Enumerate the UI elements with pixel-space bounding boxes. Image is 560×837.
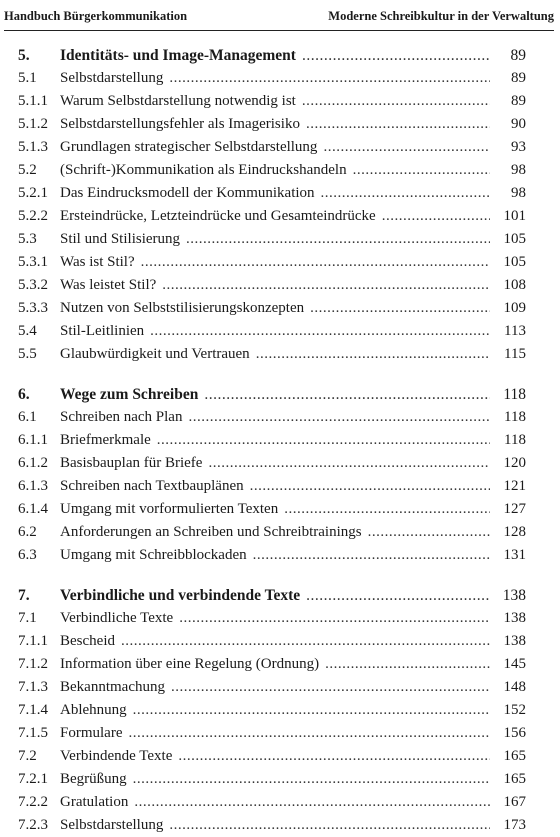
toc-entry[interactable] (18, 630, 526, 653)
dot-leader (128, 722, 490, 745)
dot-leader (325, 653, 490, 676)
toc-entry[interactable] (18, 320, 526, 343)
entry-page-number: 105 (503, 231, 526, 247)
entry-page-number: 89 (510, 47, 526, 64)
entry-title: Glaubwürdigkeit und Vertrauen (60, 346, 250, 362)
dot-leader (179, 607, 490, 630)
toc-entry[interactable] (18, 251, 526, 274)
dot-leader (150, 320, 490, 343)
entry-number: 5.1.1 (18, 93, 48, 109)
entry-number: 5.1.3 (18, 139, 48, 155)
dot-leader (253, 544, 490, 567)
entry-page-number: 156 (503, 725, 526, 741)
entry-title: Selbstdarstellungsfehler als Imagerisiko (60, 116, 300, 132)
dot-leader (321, 182, 490, 205)
toc-entry[interactable] (18, 182, 526, 205)
entry-page-number: 113 (504, 323, 526, 339)
entry-number: 7.1.4 (18, 702, 48, 718)
entry-number: 5.2 (18, 162, 37, 178)
header-left: Handbuch Bürgerkommunikation (4, 9, 188, 23)
dot-leader (188, 406, 490, 429)
dot-leader (382, 205, 490, 228)
entry-title: Umgang mit vorformulierten Texten (60, 501, 279, 517)
dot-leader (204, 383, 490, 406)
dot-leader (186, 228, 490, 251)
toc-entry[interactable] (18, 498, 526, 521)
toc-entry[interactable] (18, 274, 526, 297)
entry-page-number: 101 (503, 208, 526, 224)
entry-number: 6.1.3 (18, 478, 48, 494)
entry-title: (Schrift-)Kommunikation als Eindruckshandeln (60, 162, 347, 178)
entry-title: Information über eine Regelung (Ordnung) (60, 656, 320, 672)
dot-leader (178, 745, 490, 768)
toc-entry[interactable] (18, 297, 526, 320)
entry-number: 7.2.3 (18, 817, 48, 833)
dot-leader (208, 452, 490, 475)
entry-title: Bekanntmachung (60, 679, 165, 695)
toc-entry[interactable] (18, 521, 526, 544)
entry-number: 7.1.3 (18, 679, 48, 695)
entry-number: 7.1 (18, 610, 37, 626)
entry-number: 7.2 (18, 748, 37, 764)
entry-page-number: 148 (503, 679, 526, 695)
dot-leader (162, 274, 490, 297)
entry-number: 5. (18, 47, 30, 64)
entry-number: 5.3 (18, 231, 37, 247)
entry-title: Schreiben nach Textbauplänen (60, 478, 244, 494)
entry-title: Das Eindrucksmodell der Kommunikation (60, 185, 315, 201)
entry-number: 6.1 (18, 409, 37, 425)
toc-entry[interactable] (18, 699, 526, 722)
entry-number: 5.3.2 (18, 277, 48, 293)
entry-number: 7.1.2 (18, 656, 48, 672)
dot-leader (171, 676, 490, 699)
toc-entry[interactable] (18, 90, 526, 113)
dot-leader (157, 429, 490, 452)
entry-number: 5.2.2 (18, 208, 48, 224)
toc-chapter-entry[interactable] (18, 383, 526, 406)
entry-page-number: 165 (503, 771, 526, 787)
entry-page-number: 105 (503, 254, 526, 270)
entry-number: 5.3.1 (18, 254, 48, 270)
toc-chapter-entry[interactable] (18, 44, 526, 67)
entry-number: 5.3.3 (18, 300, 48, 316)
dot-leader (353, 159, 490, 182)
entry-title: Umgang mit Schreibblockaden (60, 547, 247, 563)
entry-title: Ersteindrücke, Letzteindrücke und Gesamteindrücke (60, 208, 376, 224)
dot-leader (141, 251, 490, 274)
dot-leader (310, 297, 490, 320)
entry-number: 7. (18, 587, 30, 604)
entry-title: Verbindende Texte (60, 748, 173, 764)
entry-page-number: 128 (503, 524, 526, 540)
entry-page-number: 108 (503, 277, 526, 293)
entry-page-number: 93 (511, 139, 526, 155)
dot-leader (133, 768, 490, 791)
toc-entry[interactable] (18, 722, 526, 745)
entry-page-number: 138 (503, 633, 526, 649)
entry-number: 6.1.4 (18, 501, 48, 517)
entry-number: 5.2.1 (18, 185, 48, 201)
entry-page-number: 89 (511, 93, 526, 109)
toc-entry[interactable] (18, 343, 526, 366)
entry-page-number: 152 (503, 702, 526, 718)
entry-title: Nutzen von Selbststilisierungskonzepten (60, 300, 305, 316)
toc-entry[interactable] (18, 452, 526, 475)
dot-leader (323, 136, 490, 159)
toc-entry[interactable] (18, 205, 526, 228)
toc-entry[interactable] (18, 159, 526, 182)
entry-number: 6.1.2 (18, 455, 48, 471)
toc-chapter-entry[interactable] (18, 584, 526, 607)
entry-number: 7.1.1 (18, 633, 48, 649)
entry-number: 5.1 (18, 70, 37, 86)
entry-number: 5.5 (18, 346, 37, 362)
toc-entry[interactable] (18, 475, 526, 498)
entry-number: 5.4 (18, 323, 37, 339)
entry-number: 6. (18, 386, 30, 403)
entry-page-number: 145 (503, 656, 526, 672)
dot-leader (134, 791, 490, 814)
entry-number: 7.2.2 (18, 794, 48, 810)
toc-entry[interactable] (18, 228, 526, 251)
dot-leader (368, 521, 490, 544)
entry-page-number: 121 (503, 478, 526, 494)
entry-page-number: 131 (503, 547, 526, 563)
entry-page-number: 109 (503, 300, 526, 316)
toc-entry[interactable] (18, 113, 526, 136)
entry-title: Selbstdarstellung (60, 70, 164, 86)
entry-title: Verbindliche und verbindende Texte (60, 587, 301, 604)
entry-number: 6.3 (18, 547, 37, 563)
entry-page-number: 118 (503, 386, 526, 403)
entry-page-number: 173 (503, 817, 526, 833)
entry-title: Was ist Stil? (60, 254, 135, 270)
entry-page-number: 120 (503, 455, 526, 471)
entry-title: Selbstdarstellung (60, 817, 164, 833)
dot-leader (284, 498, 490, 521)
entry-title: Wege zum Schreiben (60, 386, 199, 403)
entry-title: Stil-Leitlinien (60, 323, 145, 339)
dot-leader (121, 630, 490, 653)
entry-number: 5.1.2 (18, 116, 48, 132)
entry-page-number: 90 (511, 116, 526, 132)
toc-entry[interactable] (18, 676, 526, 699)
entry-title: Begrüßung (60, 771, 127, 787)
toc-entry[interactable] (18, 429, 526, 452)
dot-leader (133, 699, 490, 722)
entry-number: 7.2.1 (18, 771, 48, 787)
entry-page-number: 98 (511, 185, 526, 201)
toc-entry[interactable] (18, 67, 526, 90)
entry-page-number: 115 (504, 346, 526, 362)
entry-number: 7.1.5 (18, 725, 48, 741)
header-right: Moderne Schreibkultur in der Verwaltung (328, 9, 554, 23)
dot-leader (306, 584, 490, 607)
entry-page-number: 165 (503, 748, 526, 764)
entry-title: Stil und Stilisierung (60, 231, 181, 247)
toc-entry[interactable] (18, 607, 526, 630)
entry-page-number: 89 (511, 70, 526, 86)
entry-title: Gratulation (60, 794, 129, 810)
header-rule (4, 30, 554, 31)
entry-title: Warum Selbstdarstellung notwendig ist (60, 93, 296, 109)
entry-title: Verbindliche Texte (60, 610, 174, 626)
dot-leader (302, 90, 490, 113)
toc-entry[interactable] (18, 768, 526, 791)
dot-leader (256, 343, 490, 366)
entry-title: Schreiben nach Plan (60, 409, 183, 425)
entry-number: 6.1.1 (18, 432, 48, 448)
entry-page-number: 98 (511, 162, 526, 178)
entry-title: Identitäts- und Image-Management (60, 47, 296, 64)
entry-title: Anforderungen an Schreiben und Schreibtrainings (60, 524, 362, 540)
entry-title: Grundlagen strategischer Selbstdarstellung (60, 139, 318, 155)
section-gap (18, 567, 526, 584)
toc-entry[interactable] (18, 814, 526, 837)
dot-leader (169, 67, 490, 90)
entry-title: Formulare (60, 725, 123, 741)
entry-title: Basisbauplan für Briefe (60, 455, 203, 471)
dot-leader (250, 475, 490, 498)
section-gap (18, 366, 526, 383)
entry-page-number: 118 (504, 409, 526, 425)
entry-page-number: 138 (502, 587, 526, 604)
table-of-contents (18, 44, 526, 837)
toc-entry[interactable] (18, 544, 526, 567)
entry-title: Ablehnung (60, 702, 127, 718)
entry-number: 6.2 (18, 524, 37, 540)
entry-page-number: 138 (503, 610, 526, 626)
toc-entry[interactable] (18, 653, 526, 676)
entry-page-number: 167 (503, 794, 526, 810)
toc-entry[interactable] (18, 136, 526, 159)
toc-entry[interactable] (18, 745, 526, 768)
entry-title: Bescheid (60, 633, 115, 649)
dot-leader (302, 44, 490, 67)
entry-page-number: 127 (503, 501, 526, 517)
dot-leader (169, 814, 490, 837)
entry-title: Was leistet Stil? (60, 277, 157, 293)
dot-leader (306, 113, 490, 136)
entry-title: Briefmerkmale (60, 432, 151, 448)
entry-page-number: 118 (504, 432, 526, 448)
toc-entry[interactable] (18, 406, 526, 429)
running-header (4, 8, 554, 24)
toc-entry[interactable] (18, 791, 526, 814)
